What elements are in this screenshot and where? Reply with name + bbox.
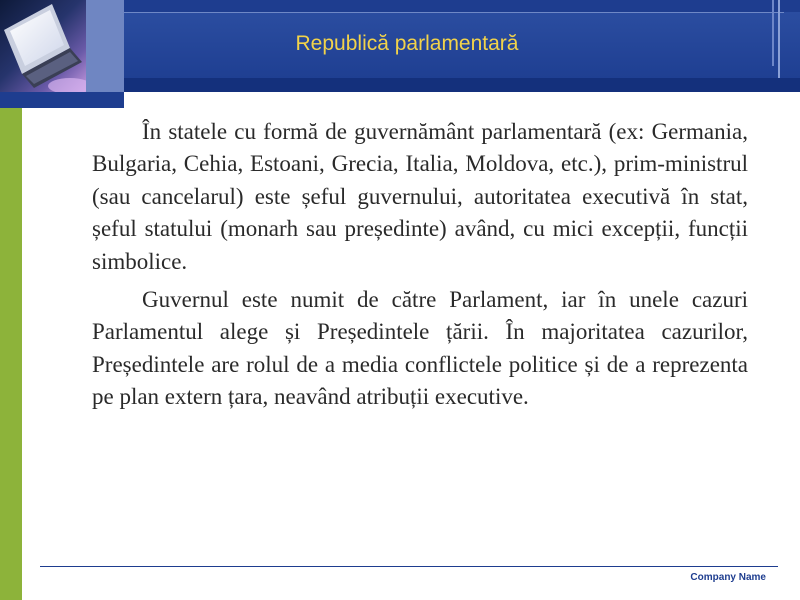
slide-body <box>92 116 748 420</box>
header-bottom-strip <box>124 78 800 92</box>
logo-stripe <box>0 92 124 108</box>
paragraph: Guvernul este numit de către Parlament, iar în unele cazuri Parlamentul alege și Președintele țării. În majoritatea cazurilor, Președintele are rolul de a media conflictele politice și de a reprezenta pe plan extern țara, neavând atribuții executive. <box>92 287 748 410</box>
slide-title: Republică parlamentară <box>295 32 519 55</box>
monitor-laptop-icon <box>0 0 86 92</box>
left-accent-bar <box>0 108 22 600</box>
header-accent-line <box>778 0 780 78</box>
paragraph: În statele cu formă de guvernământ parlamentară (ex: Germania, Bulgaria, Cehia, Estoani, Grecia, Italia, Moldova, etc.), prim-ministrul (sau cancelarul) este șeful guvernului, autoritatea executivă în stat, șeful statului (monarh sau președinte) având, cu mici excepții, funcții simbolice. <box>92 119 748 274</box>
header-divider <box>124 12 784 13</box>
logo-side-panel <box>86 0 124 92</box>
header-accent-line <box>772 0 774 66</box>
logo-image <box>0 0 86 92</box>
company-name: Company Name <box>690 572 766 583</box>
footer-divider <box>40 566 778 567</box>
